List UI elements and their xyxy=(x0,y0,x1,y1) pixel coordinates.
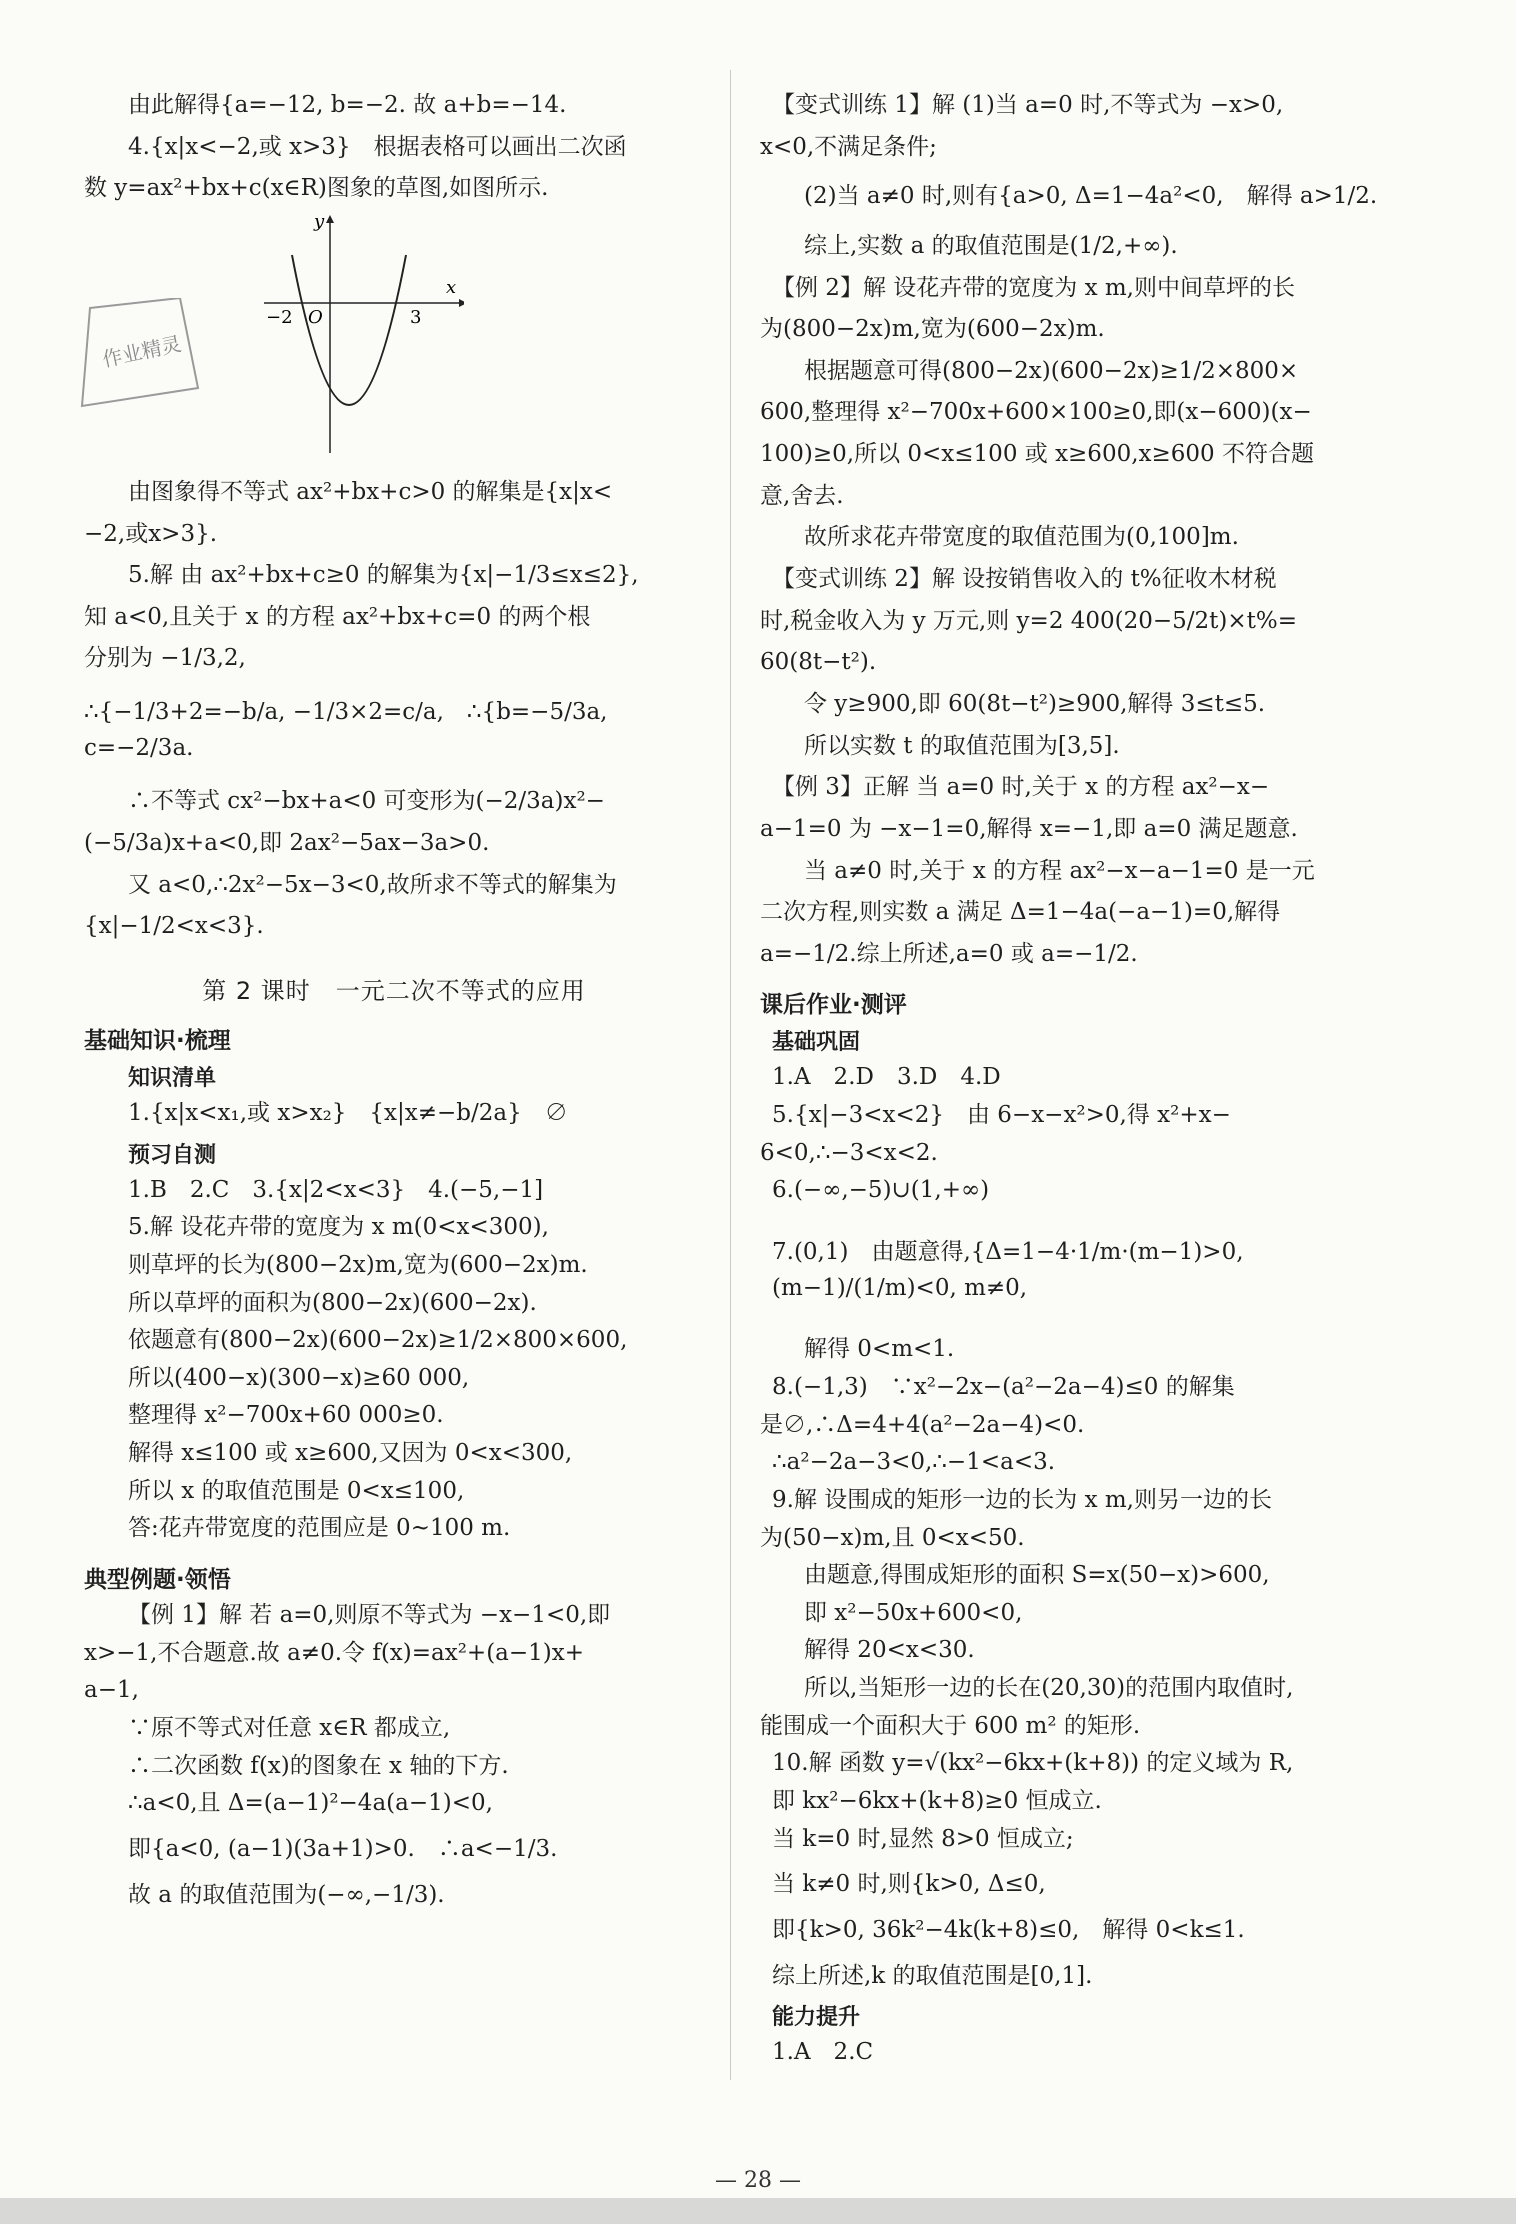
text-line: 【例 1】解 若 a=0,则原不等式为 −x−1<0,即 xyxy=(128,1602,611,1629)
scan-edge xyxy=(0,2198,1516,2224)
text-line: a=−1/2.综上所述,a=0 或 a=−1/2. xyxy=(760,940,1138,967)
right-column xyxy=(760,88,1390,2073)
section-heading: 基础知识·梳理 xyxy=(84,1027,231,1054)
x-axis-label: x xyxy=(446,276,457,298)
text-line: 100)≥0,所以 0<x≤100 或 x≥600,x≥600 不符合题 xyxy=(760,441,1314,468)
text-line: (2)当 a≠0 时,则有{a>0, Δ=1−4a²<0, 解得 a>1/2. xyxy=(804,183,1378,210)
text-line: 5.解 由 ax²+bx+c≥0 的解集为{x|−1/3≤x≤2}, xyxy=(128,562,639,589)
text-line: 综上所述,k 的取值范围是[0,1]. xyxy=(772,1962,1093,1989)
text-line: 5.解 设花卉带的宽度为 x m(0<x<300), xyxy=(128,1214,549,1241)
text-line: 7.(0,1) 由题意得,{Δ=1−4·1/m·(m−1)>0, (m−1)/(1/m)<0, m≠0, xyxy=(772,1239,1244,1301)
text-line: ∴二次函数 f(x)的图象在 x 轴的下方. xyxy=(128,1752,509,1779)
y-axis-label: y xyxy=(314,214,325,232)
text-line: 9.解 设围成的矩形一边的长为 x m,则另一边的长 xyxy=(772,1486,1272,1513)
text-line: 4.{x|x<−2,或 x>3} 根据表格可以画出二次函 xyxy=(128,133,627,160)
text-line: 解得 0<m<1. xyxy=(804,1336,955,1363)
text-line: 1.{x|x<x₁,或 x>x₂} {x|x≠−b/2a} ∅ xyxy=(128,1099,568,1126)
text-line: 由题意,得围成矩形的面积 S=x(50−x)>600, xyxy=(804,1562,1270,1589)
text-line: 即 x²−50x+600<0, xyxy=(804,1599,1023,1626)
text-line: ∴a²−2a−3<0,∴−1<a<3. xyxy=(772,1449,1056,1476)
section-heading: 课后作业·测评 xyxy=(760,992,907,1019)
text-line: 所以 x 的取值范围是 0<x≤100, xyxy=(128,1477,465,1504)
parabola-graph xyxy=(264,215,704,461)
watermark-stamp xyxy=(70,298,200,408)
text-line: 能围成一个面积大于 600 m² 的矩形. xyxy=(760,1712,1141,1739)
text-line: 1.A 2.C xyxy=(772,2039,874,2066)
text-line: 令 y≥900,即 60(8t−t²)≥900,解得 3≤t≤5. xyxy=(804,690,1266,717)
text-line: 知 a<0,且关于 x 的方程 ax²+bx+c=0 的两个根 xyxy=(84,603,591,630)
text-line: 故所求花卉带宽度的取值范围为(0,100]m. xyxy=(804,524,1239,551)
text-line: 【变式训练 2】解 设按销售收入的 t%征收木材税 xyxy=(772,566,1277,593)
text-line: {x|−1/2<x<3}. xyxy=(84,913,264,940)
text-line: 即{a<0, (a−1)(3a+1)>0. ∴a<−1/3. xyxy=(128,1835,558,1862)
text-line: ∴{−1/3+2=−b/a, −1/3×2=c/a, ∴{b=−5/3a, c=−2/3a. xyxy=(84,699,608,761)
text-line: 意,舍去. xyxy=(760,482,844,509)
subsection-heading: 能力提升 xyxy=(772,2005,861,2031)
text-line: 【变式训练 1】解 (1)当 a=0 时,不等式为 −x>0, xyxy=(772,92,1284,118)
text-line: 整理得 x²−700x+60 000≥0. xyxy=(128,1402,444,1429)
text-line: 当 k=0 时,显然 8>0 恒成立; xyxy=(772,1825,1074,1852)
text-line: 二次方程,则实数 a 满足 Δ=1−4a(−a−1)=0,解得 xyxy=(760,899,1281,926)
text-line: 60(8t−t²). xyxy=(760,649,877,676)
text-line: 故 a 的取值范围为(−∞,−1/3). xyxy=(128,1881,445,1908)
text-line: −2,或x>3}. xyxy=(84,520,218,547)
text-line: 分别为 −1/3,2, xyxy=(84,645,246,672)
text-line: 即 kx²−6kx+(k+8)≥0 恒成立. xyxy=(772,1787,1102,1814)
text-line: 即{k>0, 36k²−4k(k+8)≤0, 解得 0<k≤1. xyxy=(772,1916,1245,1943)
text-line: 所以,当矩形一边的长在(20,30)的范围内取值时, xyxy=(804,1675,1294,1702)
text-line: x>−1,不合题意.故 a≠0.令 f(x)=ax²+(a−1)x+ xyxy=(84,1639,585,1666)
text-line: 【例 3】正解 当 a=0 时,关于 x 的方程 ax²−x− xyxy=(772,774,1270,801)
tick-neg2: −2 xyxy=(266,306,293,328)
text-line: 为(50−x)m,且 0<x<50. xyxy=(760,1524,1025,1551)
section-heading: 典型例题·领悟 xyxy=(84,1567,231,1594)
text-line: 5.{x|−3<x<2} 由 6−x−x²>0,得 x²+x− xyxy=(772,1102,1231,1129)
text-line: 6.(−∞,−5)∪(1,+∞) xyxy=(772,1177,990,1204)
text-line: 8.(−1,3) ∵x²−2x−(a²−2a−4)≤0 的解集 xyxy=(772,1373,1235,1400)
text-line: 又 a<0,∴2x²−5x−3<0,故所求不等式的解集为 xyxy=(128,871,617,898)
lesson-title: 第 2 课时 一元二次不等式的应用 xyxy=(202,976,586,1005)
text-line: 是∅,∴Δ=4+4(a²−2a−4)<0. xyxy=(760,1411,1085,1438)
text-line: 当 a≠0 时,关于 x 的方程 ax²−x−a−1=0 是一元 xyxy=(804,857,1315,884)
text-line: 所以(400−x)(300−x)≥60 000, xyxy=(128,1364,470,1391)
text-line: 【例 2】解 设花卉带的宽度为 x m,则中间草坪的长 xyxy=(772,274,1295,301)
text-line: 10.解 函数 y=√(kx²−6kx+(k+8)) 的定义域为 R, xyxy=(772,1750,1294,1777)
page-number: — 28 — xyxy=(715,2168,801,2193)
text-line: (−5/3a)x+a<0,即 2ax²−5ax−3a>0. xyxy=(84,830,490,857)
text-line: 当 k≠0 时,则{k>0, Δ≤0, xyxy=(772,1871,1046,1898)
text-line: 由此解得{a=−12, b=−2. 故 a+b=−14. xyxy=(128,92,567,118)
origin-label: O xyxy=(308,306,323,328)
text-line: a−1, xyxy=(84,1677,139,1704)
text-line: 综上,实数 a 的取值范围是(1/2,+∞). xyxy=(804,232,1178,259)
text-line: 600,整理得 x²−700x+600×100≥0,即(x−600)(x− xyxy=(760,399,1312,426)
text-line: 所以实数 t 的取值范围为[3,5]. xyxy=(804,732,1120,759)
text-line: 根据题意可得(800−2x)(600−2x)≥1/2×800× xyxy=(804,357,1299,384)
column-divider xyxy=(730,70,731,2080)
text-line: ∴a<0,且 Δ=(a−1)²−4a(a−1)<0, xyxy=(128,1790,493,1817)
text-line: 答:花卉带宽度的范围应是 0~100 m. xyxy=(128,1515,511,1542)
text-line: 6<0,∴−3<x<2. xyxy=(760,1139,938,1166)
text-line: 所以草坪的面积为(800−2x)(600−2x). xyxy=(128,1289,537,1316)
text-line: ∴不等式 cx²−bx+a<0 可变形为(−2/3a)x²− xyxy=(128,788,605,815)
subsection-heading: 预习自测 xyxy=(128,1142,217,1168)
text-line: 则草坪的长为(800−2x)m,宽为(600−2x)m. xyxy=(128,1251,588,1278)
tick-3: 3 xyxy=(410,306,422,328)
text-line: x<0,不满足条件; xyxy=(760,133,937,160)
text-line: ∵原不等式对任意 x∈R 都成立, xyxy=(128,1714,451,1741)
subsection-heading: 基础巩固 xyxy=(772,1030,861,1056)
text-line: 为(800−2x)m,宽为(600−2x)m. xyxy=(760,316,1105,343)
text-line: 1.B 2.C 3.{x|2<x<3} 4.(−5,−1] xyxy=(128,1176,544,1203)
text-line: 1.A 2.D 3.D 4.D xyxy=(772,1064,1001,1091)
text-line: 解得 x≤100 或 x≥600,又因为 0<x<300, xyxy=(128,1440,573,1467)
text-line: 由图象得不等式 ax²+bx+c>0 的解集是{x|x< xyxy=(128,478,613,505)
text-line: a−1=0 为 −x−1=0,解得 x=−1,即 a=0 满足题意. xyxy=(760,815,1298,842)
text-line: 解得 20<x<30. xyxy=(804,1637,975,1664)
stamp-text: 作业精灵 xyxy=(100,331,184,372)
text-line: 依题意有(800−2x)(600−2x)≥1/2×800×600, xyxy=(128,1327,628,1354)
text-line: 时,税金收入为 y 万元,则 y=2 400(20−5/2t)×t%= xyxy=(760,607,1298,634)
subsection-heading: 知识清单 xyxy=(128,1065,217,1091)
text-line: 数 y=ax²+bx+c(x∈R)图象的草图,如图所示. xyxy=(84,175,549,202)
